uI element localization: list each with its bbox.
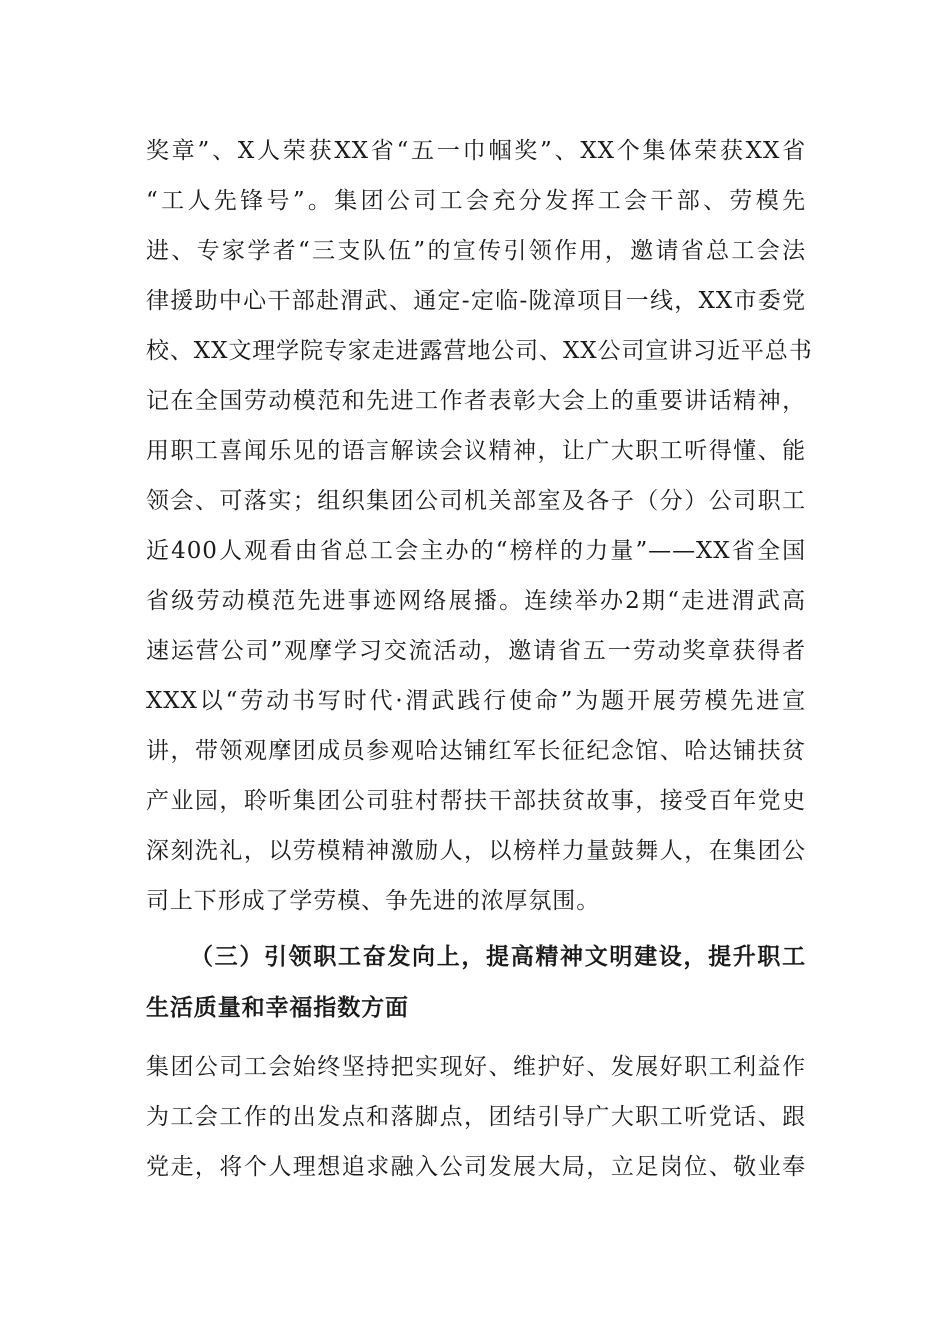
text-line: 记在全国劳动模范和先进工作者表彰大会上的重要讲话精神，: [146, 388, 806, 414]
text-line: 省级劳动模范先进事迹网络展播。连续举办2期“走进渭武高: [146, 588, 806, 614]
text-line: 党走，将个人理想追求融入公司发展大局，立足岗位、敬业奉: [146, 1154, 806, 1180]
text-line: XXX以“劳动书写时代·渭武践行使命”为题开展劳模先进宣: [146, 688, 806, 714]
text-line: 用职工喜闻乐见的语言解读会议精神，让广大职工听得懂、能: [146, 438, 806, 464]
text-line: 速运营公司”观摩学习交流活动，邀请省五一劳动奖章获得者: [146, 638, 806, 664]
text-line: 产业园，聆听集团公司驻村帮扶干部扶贫故事，接受百年党史: [146, 788, 806, 814]
section-heading-line: 生活质量和幸福指数方面: [146, 995, 409, 1021]
text-line: 讲，带领观摩团成员参观哈达铺红军长征纪念馆、哈达铺扶贫: [146, 738, 806, 764]
text-line: 进、专家学者“三支队伍”的宣传引领作用，邀请省总工会法: [146, 238, 806, 264]
text-line: 集团公司工会始终坚持把实现好、维护好、发展好职工利益作: [146, 1054, 806, 1080]
text-line: “工人先锋号”。集团公司工会充分发挥工会干部、劳模先: [146, 188, 806, 214]
text-line: 奖章”、X人荣获XX省“五一巾帼奖”、XX个集体荣获XX省: [146, 138, 806, 164]
text-line: 司上下形成了学劳模、争先进的浓厚氛围。: [146, 888, 601, 914]
text-line: 领会、可落实；组织集团公司机关部室及各子（分）公司职工: [146, 488, 806, 514]
text-line: 律援助中心干部赴渭武、通定-定临-陇漳项目一线，XX市委党: [146, 288, 806, 314]
text-line: 近400人观看由省总工会主办的“榜样的力量”——XX省全国: [146, 538, 806, 564]
text-line: 为工会工作的出发点和落脚点，团结引导广大职工听党话、跟: [146, 1104, 806, 1130]
section-heading-line: （三）引领职工奋发向上，提高精神文明建设，提升职工: [190, 944, 806, 970]
text-line: 深刻洗礼，以劳模精神激励人，以榜样力量鼓舞人，在集团公: [146, 838, 806, 864]
text-line: 校、XX文理学院专家走进露营地公司、XX公司宣讲习近平总书: [146, 338, 813, 364]
